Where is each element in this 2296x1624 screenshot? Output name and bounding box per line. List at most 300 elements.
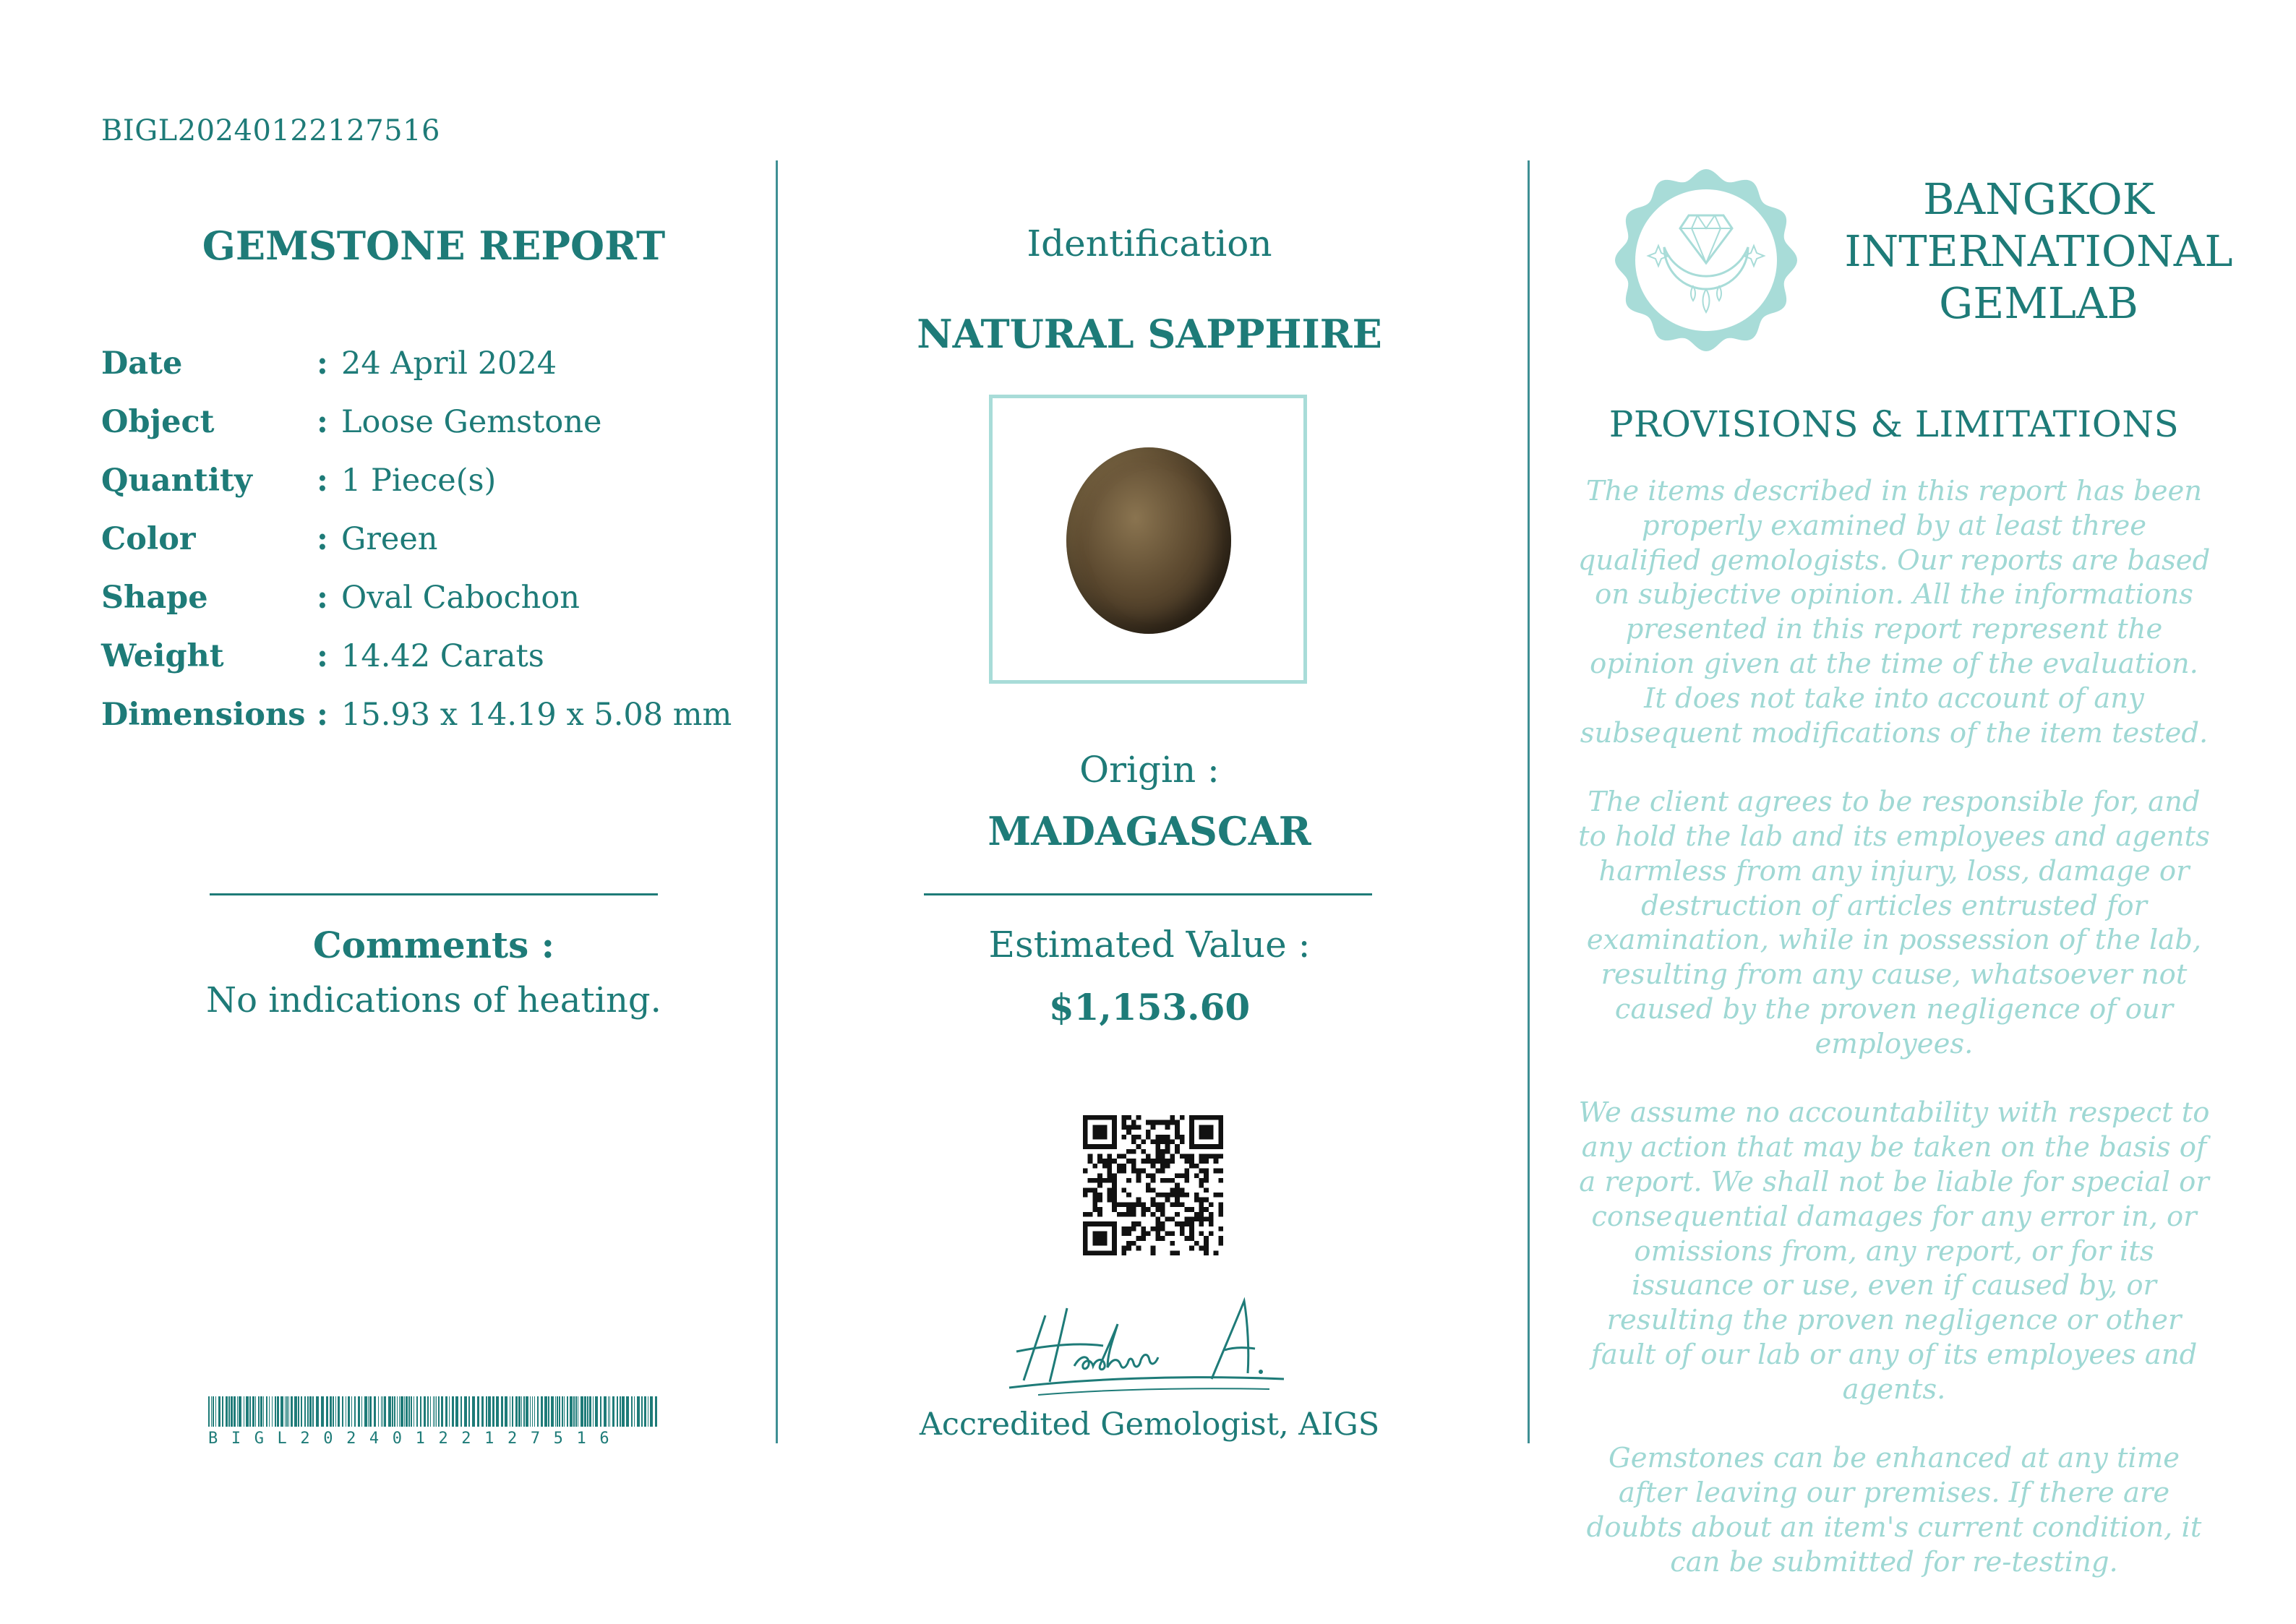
qr-module <box>1092 1198 1097 1203</box>
provisions-paragraph: Gemstones can be enhanced at any time after leaving our premises. If there are doubts about an item's current condition, it can be submitted for re-testing. <box>1586 1442 2202 1578</box>
qr-module <box>1088 1250 1093 1255</box>
qr-module <box>1170 1139 1175 1144</box>
origin-value: MADAGASCAR <box>988 808 1311 854</box>
qr-module <box>1160 1226 1165 1232</box>
provisions-title: PROVISIONS & LIMITATIONS <box>1609 403 2180 445</box>
qr-module <box>1189 1246 1194 1251</box>
barcode-bar <box>567 1396 568 1427</box>
qr-module <box>1194 1164 1199 1169</box>
qr-module <box>1146 1135 1151 1140</box>
barcode-bar <box>612 1396 614 1427</box>
qr-module <box>1092 1250 1097 1255</box>
qr-module <box>1092 1130 1097 1135</box>
qr-module <box>1151 1178 1156 1183</box>
barcode-bar <box>537 1396 539 1427</box>
qr-module <box>1209 1130 1214 1135</box>
barcode-bar <box>298 1396 299 1427</box>
qr-module <box>1209 1154 1214 1159</box>
qr-module <box>1092 1178 1097 1183</box>
barcode-bar <box>213 1396 214 1427</box>
detail-value: 15.93 x 14.19 x 5.08 mm <box>341 697 732 733</box>
qr-module <box>1160 1135 1165 1140</box>
qr-module <box>1151 1125 1156 1130</box>
qr-module <box>1155 1149 1160 1154</box>
qr-module <box>1131 1221 1136 1226</box>
qr-module <box>1160 1178 1165 1183</box>
barcode-bar <box>307 1396 309 1427</box>
qr-module <box>1092 1241 1097 1246</box>
qr-module <box>1097 1173 1102 1178</box>
qr-module <box>1160 1212 1165 1217</box>
qr-module <box>1189 1125 1194 1130</box>
barcode-bar <box>301 1396 302 1427</box>
qr-module <box>1083 1232 1088 1237</box>
barcode-bar <box>208 1396 210 1427</box>
qr-module <box>1160 1159 1165 1164</box>
detail-label: Date <box>101 345 183 382</box>
qr-module <box>1160 1236 1165 1241</box>
lab-name <box>1843 173 2234 330</box>
qr-module <box>1122 1246 1127 1251</box>
barcode-bar <box>604 1396 607 1427</box>
qr-module <box>1097 1198 1102 1203</box>
qr-module <box>1122 1226 1127 1232</box>
barcode-bar <box>557 1396 558 1427</box>
qr-module <box>1180 1154 1185 1159</box>
qr-module <box>1097 1130 1102 1135</box>
barcode-bar <box>449 1396 450 1427</box>
qr-code[interactable] <box>1083 1115 1223 1255</box>
barcode-bar <box>609 1396 610 1427</box>
qr-module <box>1199 1154 1204 1159</box>
qr-module <box>1194 1212 1199 1217</box>
qr-module <box>1083 1187 1088 1193</box>
qr-module <box>1180 1226 1185 1232</box>
qr-module <box>1122 1125 1127 1130</box>
barcode-bar <box>263 1396 264 1427</box>
qr-module <box>1165 1144 1170 1149</box>
origin-label: Origin : <box>1079 749 1220 791</box>
qr-module <box>1189 1221 1194 1226</box>
qr-module <box>1083 1226 1088 1232</box>
qr-module <box>1218 1226 1223 1232</box>
qr-module <box>1170 1178 1175 1183</box>
qr-module <box>1136 1178 1141 1183</box>
qr-module <box>1146 1187 1151 1193</box>
qr-module <box>1170 1250 1175 1255</box>
gemologist-signature <box>995 1286 1298 1402</box>
qr-module <box>1112 1183 1117 1188</box>
qr-module <box>1175 1202 1180 1207</box>
barcode-bar <box>641 1396 643 1427</box>
barcode-bar <box>655 1396 657 1427</box>
qr-module <box>1097 1212 1102 1217</box>
detail-label: Shape <box>101 580 208 616</box>
qr-module <box>1189 1144 1194 1149</box>
qr-module <box>1126 1125 1131 1130</box>
qr-module <box>1083 1250 1088 1255</box>
qr-module <box>1214 1169 1219 1174</box>
qr-module <box>1180 1115 1185 1120</box>
qr-module <box>1151 1226 1156 1232</box>
barcode-bar <box>351 1396 352 1427</box>
detail-colon: : <box>317 697 328 733</box>
qr-module <box>1180 1202 1185 1207</box>
qr-module <box>1180 1232 1185 1237</box>
qr-module <box>1170 1232 1175 1237</box>
identification-label: Identification <box>1027 223 1272 265</box>
qr-module <box>1218 1125 1223 1130</box>
qr-module <box>1204 1144 1209 1149</box>
barcode-bar <box>231 1396 233 1427</box>
qr-module <box>1112 1139 1117 1144</box>
qr-module <box>1092 1135 1097 1140</box>
barcode-bar <box>226 1396 228 1427</box>
qr-module <box>1092 1144 1097 1149</box>
qr-module <box>1151 1246 1156 1251</box>
barcode-bar <box>312 1396 314 1427</box>
barcode-bar <box>309 1396 312 1427</box>
qr-module <box>1160 1221 1165 1226</box>
qr-module <box>1199 1207 1204 1212</box>
barcode-bar <box>269 1396 270 1427</box>
comments-divider <box>210 893 658 895</box>
qr-module <box>1088 1144 1093 1149</box>
qr-module <box>1170 1241 1175 1246</box>
qr-module <box>1160 1164 1165 1169</box>
report-title: GEMSTONE REPORT <box>202 223 666 269</box>
qr-module <box>1214 1193 1219 1198</box>
qr-module <box>1112 1221 1117 1226</box>
barcode-bar <box>316 1396 319 1427</box>
barcode-bar <box>404 1396 405 1427</box>
qr-module <box>1141 1232 1146 1237</box>
qr-module <box>1092 1236 1097 1241</box>
qr-module <box>1189 1164 1194 1169</box>
qr-module <box>1165 1232 1170 1237</box>
qr-module <box>1165 1139 1170 1144</box>
qr-module <box>1155 1216 1160 1221</box>
barcode-bar <box>266 1396 267 1427</box>
column-divider-right <box>1528 160 1530 1443</box>
qr-module <box>1155 1120 1160 1125</box>
barcode-bar <box>291 1396 293 1427</box>
qr-module <box>1112 1207 1117 1212</box>
barcode-bar <box>477 1396 479 1427</box>
qr-module <box>1194 1198 1199 1203</box>
qr-module <box>1155 1232 1160 1237</box>
qr-module <box>1160 1202 1165 1207</box>
qr-module <box>1107 1144 1112 1149</box>
qr-module <box>1141 1169 1146 1174</box>
qr-module <box>1088 1221 1093 1226</box>
barcode-bar <box>486 1396 487 1427</box>
barcode-bar <box>218 1396 220 1427</box>
qr-module <box>1122 1115 1127 1120</box>
qr-module <box>1199 1221 1204 1226</box>
qr-module <box>1218 1202 1223 1207</box>
qr-module <box>1204 1125 1209 1130</box>
qr-module <box>1204 1246 1209 1251</box>
qr-module <box>1083 1120 1088 1125</box>
qr-module <box>1204 1250 1209 1255</box>
qr-module <box>1102 1236 1108 1241</box>
barcode-bar <box>285 1396 286 1427</box>
qr-module <box>1126 1207 1131 1212</box>
qr-module <box>1155 1193 1160 1198</box>
barcode-bar <box>255 1396 256 1427</box>
qr-module <box>1189 1207 1194 1212</box>
gemstone-photo <box>989 395 1307 684</box>
barcode-bar <box>631 1396 633 1427</box>
barcode-bar <box>378 1396 379 1427</box>
qr-module <box>1141 1226 1146 1232</box>
qr-module <box>1199 1115 1204 1120</box>
qr-module <box>1170 1187 1175 1193</box>
barcode-bar <box>397 1396 398 1427</box>
qr-module <box>1194 1115 1199 1120</box>
barcode-bar <box>593 1396 594 1427</box>
qr-module <box>1107 1115 1112 1120</box>
column-divider-left <box>776 160 778 1443</box>
qr-module <box>1214 1250 1219 1255</box>
qr-module <box>1165 1216 1170 1221</box>
qr-module <box>1204 1187 1209 1193</box>
qr-module <box>1112 1144 1117 1149</box>
qr-module <box>1117 1212 1122 1217</box>
qr-module <box>1083 1139 1088 1144</box>
barcode-bar <box>286 1396 288 1427</box>
qr-module <box>1122 1169 1127 1174</box>
qr-module <box>1088 1159 1093 1164</box>
qr-module <box>1175 1173 1180 1178</box>
qr-module <box>1146 1120 1151 1125</box>
qr-module <box>1189 1226 1194 1232</box>
qr-module <box>1204 1154 1209 1159</box>
barcode <box>208 1396 659 1448</box>
qr-module <box>1131 1202 1136 1207</box>
barcode-bar <box>272 1396 273 1427</box>
qr-module <box>1122 1212 1127 1217</box>
barcode-bar <box>570 1396 573 1427</box>
qr-module <box>1112 1187 1117 1193</box>
qr-module <box>1112 1159 1117 1164</box>
qr-module <box>1083 1221 1088 1226</box>
qr-module <box>1112 1173 1117 1178</box>
qr-module <box>1112 1115 1117 1120</box>
qr-module <box>1170 1159 1175 1164</box>
qr-module <box>1083 1236 1088 1241</box>
barcode-bar <box>406 1396 408 1427</box>
qr-module <box>1218 1115 1223 1120</box>
barcode-bar <box>551 1396 554 1427</box>
qr-module <box>1189 1216 1194 1221</box>
qr-module <box>1097 1125 1102 1130</box>
qr-module <box>1180 1139 1185 1144</box>
qr-module <box>1170 1193 1175 1198</box>
qr-module <box>1170 1115 1175 1120</box>
lab-name-line: GEMLAB <box>1939 278 2138 328</box>
qr-module <box>1209 1202 1214 1207</box>
qr-module <box>1092 1125 1097 1130</box>
qr-module <box>1141 1236 1146 1241</box>
qr-module <box>1083 1241 1088 1246</box>
qr-module <box>1107 1154 1112 1159</box>
barcode-bar <box>523 1396 525 1427</box>
barcode-bar <box>472 1396 475 1427</box>
barcode-bar <box>515 1396 518 1427</box>
lab-name-line: BANGKOK <box>1923 174 2154 224</box>
qr-module <box>1097 1207 1102 1212</box>
barcode-bar <box>408 1396 410 1427</box>
qr-module <box>1083 1125 1088 1130</box>
qr-module <box>1131 1139 1136 1144</box>
qr-module <box>1097 1236 1102 1241</box>
barcode-bar <box>608 1396 609 1427</box>
qr-module <box>1097 1135 1102 1140</box>
barcode-bar <box>330 1396 332 1427</box>
provisions-text <box>1576 474 2212 1614</box>
barcode-bar <box>461 1396 462 1427</box>
qr-module <box>1122 1120 1127 1125</box>
barcode-bar <box>304 1396 306 1427</box>
barcode-bar <box>335 1396 336 1427</box>
qr-module <box>1218 1135 1223 1140</box>
qr-module <box>1107 1159 1112 1164</box>
qr-module <box>1122 1154 1127 1159</box>
qr-module <box>1155 1221 1160 1226</box>
qr-module <box>1184 1154 1189 1159</box>
qr-module <box>1131 1159 1136 1164</box>
barcode-bar <box>555 1396 556 1427</box>
qr-module <box>1151 1164 1156 1169</box>
barcode-bar <box>354 1396 356 1427</box>
comments-text: No indications of heating. <box>206 980 661 1021</box>
qr-module <box>1092 1115 1097 1120</box>
qr-module <box>1214 1154 1219 1159</box>
barcode-bar <box>501 1396 503 1427</box>
barcode-bar <box>488 1396 491 1427</box>
qr-module <box>1218 1212 1223 1217</box>
qr-module <box>1165 1149 1170 1154</box>
qr-module <box>1189 1135 1194 1140</box>
qr-module <box>1107 1221 1112 1226</box>
qr-module <box>1180 1193 1185 1198</box>
barcode-bar <box>246 1396 249 1427</box>
qr-module <box>1189 1232 1194 1237</box>
qr-module <box>1112 1226 1117 1232</box>
qr-module <box>1097 1154 1102 1159</box>
barcode-bar <box>277 1396 279 1427</box>
barcode-bar <box>358 1396 360 1427</box>
barcode-bar <box>468 1396 470 1427</box>
qr-module <box>1218 1241 1223 1246</box>
qr-module <box>1141 1212 1146 1217</box>
barcode-bar <box>445 1396 447 1427</box>
qr-module <box>1112 1120 1117 1125</box>
qr-module <box>1204 1198 1209 1203</box>
barcode-bar <box>260 1396 262 1427</box>
barcode-bar <box>464 1396 467 1427</box>
detail-colon: : <box>317 463 328 499</box>
barcode-bar <box>430 1396 431 1427</box>
barcode-bar <box>342 1396 343 1427</box>
qr-module <box>1180 1187 1185 1193</box>
qr-module <box>1214 1159 1219 1164</box>
qr-module <box>1184 1216 1189 1221</box>
qr-module <box>1204 1130 1209 1135</box>
qr-module <box>1194 1144 1199 1149</box>
qr-module <box>1199 1178 1204 1183</box>
detail-value: Loose Gemstone <box>341 404 602 440</box>
qr-module <box>1175 1149 1180 1154</box>
qr-module <box>1107 1193 1112 1198</box>
barcode-bar <box>534 1396 535 1427</box>
qr-module <box>1175 1193 1180 1198</box>
qr-module <box>1165 1178 1170 1183</box>
qr-module <box>1160 1169 1165 1174</box>
qr-module <box>1136 1198 1141 1203</box>
qr-module <box>1151 1212 1156 1217</box>
qr-module <box>1218 1154 1223 1159</box>
barcode-bar <box>600 1396 601 1427</box>
qr-module <box>1155 1236 1160 1241</box>
qr-module <box>1136 1125 1141 1130</box>
qr-module <box>1170 1202 1175 1207</box>
barcode-bar <box>288 1396 289 1427</box>
qr-module <box>1097 1144 1102 1149</box>
barcode-bar <box>433 1396 434 1427</box>
qr-module <box>1112 1193 1117 1198</box>
qr-module <box>1170 1216 1175 1221</box>
qr-module <box>1209 1135 1214 1140</box>
barcode-bar <box>505 1396 507 1427</box>
qr-module <box>1165 1120 1170 1125</box>
gemologist-credential: Accredited Gemologist, AIGS <box>919 1406 1380 1443</box>
barcode-bar <box>434 1396 435 1427</box>
qr-module <box>1204 1241 1209 1246</box>
qr-module <box>1204 1173 1209 1178</box>
barcode-bar <box>399 1396 400 1427</box>
detail-value: 24 April 2024 <box>341 345 557 382</box>
qr-module <box>1165 1159 1170 1164</box>
qr-module <box>1088 1178 1093 1183</box>
qr-module <box>1117 1154 1122 1159</box>
qr-module <box>1126 1226 1131 1232</box>
qr-module <box>1184 1193 1189 1198</box>
barcode-bar <box>436 1396 437 1427</box>
qr-module <box>1136 1135 1141 1140</box>
qr-module <box>1199 1246 1204 1251</box>
qr-module <box>1184 1221 1189 1226</box>
qr-module <box>1199 1135 1204 1140</box>
detail-colon: : <box>317 404 328 440</box>
qr-module <box>1151 1159 1156 1164</box>
qr-module <box>1160 1207 1165 1212</box>
barcode-bars <box>208 1396 659 1427</box>
qr-module <box>1180 1135 1185 1140</box>
qr-module <box>1189 1130 1194 1135</box>
qr-module <box>1204 1236 1209 1241</box>
stone-name: NATURAL SAPPHIRE <box>917 311 1382 357</box>
barcode-bar <box>258 1396 260 1427</box>
barcode-bar <box>252 1396 254 1427</box>
report-id: BIGL20240122127516 <box>101 114 440 147</box>
qr-module <box>1218 1169 1223 1174</box>
barcode-bar <box>441 1396 443 1427</box>
qr-module <box>1102 1178 1108 1183</box>
qr-module <box>1189 1154 1194 1159</box>
